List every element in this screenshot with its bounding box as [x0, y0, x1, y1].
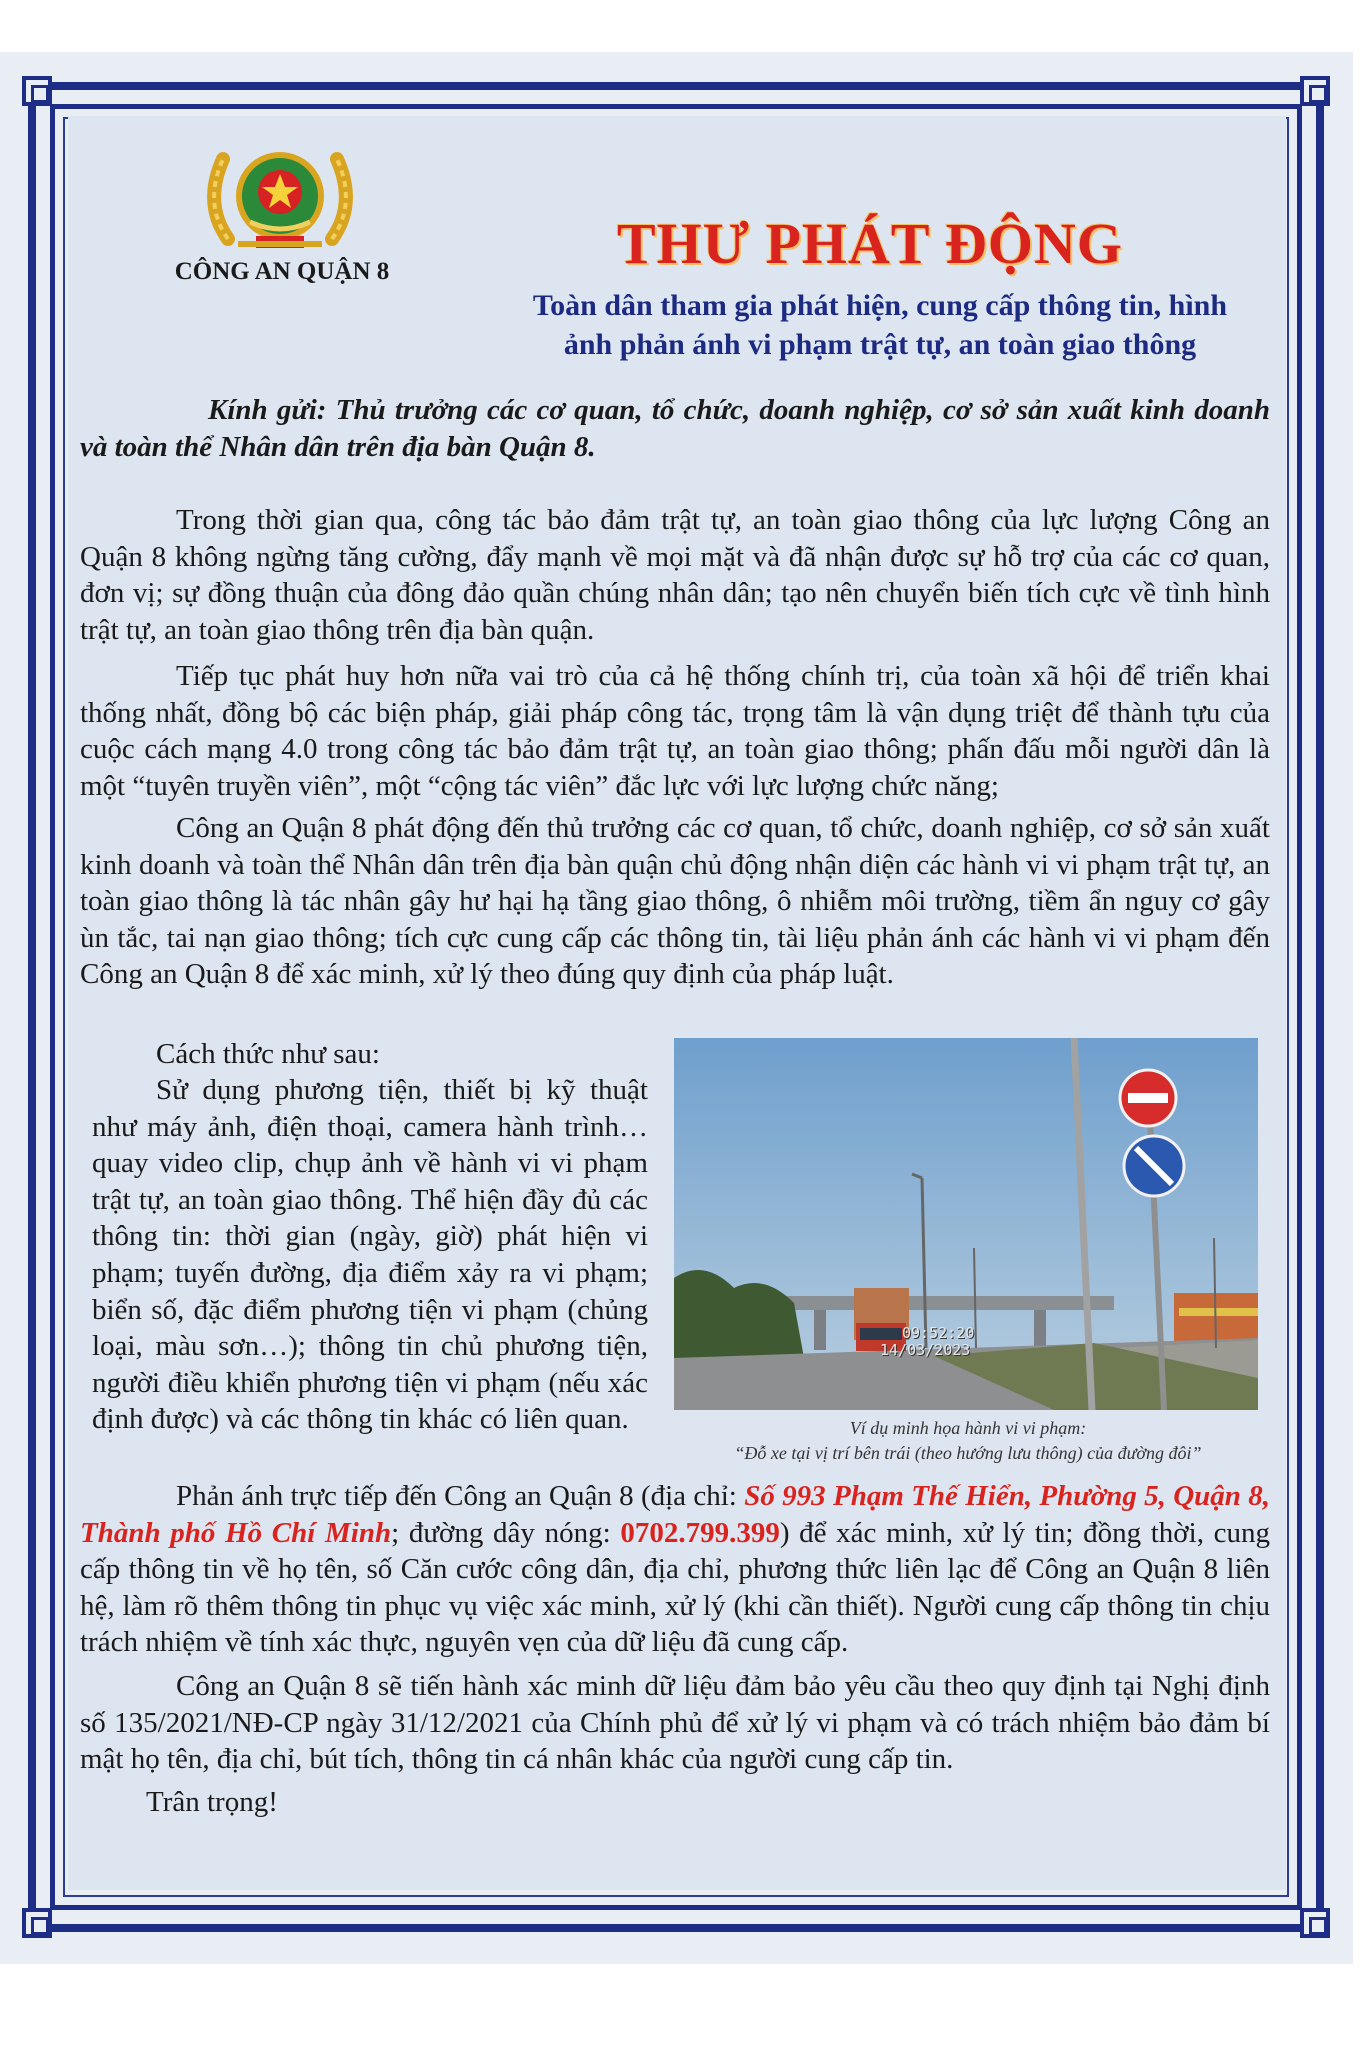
caption-line: “Đỗ xe tại vị trí bên trái (theo hướng lưu thông) của đường đôi”: [734, 1443, 1202, 1463]
border-corner: [1300, 1908, 1330, 1938]
police-emblem-icon: [198, 144, 362, 254]
hotline-number: 0702.799.399: [620, 1516, 780, 1549]
agency-name: CÔNG AN QUẬN 8: [174, 258, 390, 285]
photo-caption: [650, 1416, 1286, 1466]
page-subtitle: [470, 286, 1290, 364]
paragraph: Trong thời gian qua, công tác bảo đảm trật tự, an toàn giao thông của lực lượng Công an Quận 8 không ngừng tăng cường, đẩy mạnh về mọi mặt và đã nhận được sự hỗ trợ của các cơ quan, đơn vị; sự đồng thuận của đông đảo quần chúng nhân dân; tạo nên chuyển biến tích cực về tình hình trật tự, an toàn giao thông trên địa bàn quận.: [80, 504, 1270, 646]
office-address: Số 993 Phạm Thế Hiển, Phường 5, Quận 8, Thành phố Hồ Chí Minh: [80, 1480, 1271, 1549]
paragraph-contact: Phản ánh trực tiếp đến Công an Quận 8 (địa chỉ: Số 993 Phạm Thế Hiển, Phường 5, Quận 8, Thành phố Hồ Chí Minh; đường dây nóng: 0702.799.399) để xác minh, xử lý tin; đồng thời, cung cấp thông tin về họ tên, số Căn cước công dân, địa chỉ, phương thức liên lạc để Công an Quận 8 liên hệ, làm rõ thêm thông tin phục vụ việc xác minh, xử lý (khi cần thiết). Người cung cấp thông tin chịu trách nhiệm về tính xác thực, nguyên vẹn của dữ liệu đã cung cấp.: [80, 1480, 1271, 1659]
border-corner: [22, 1908, 52, 1938]
caption-line: Ví dụ minh họa hành vi vi phạm:: [849, 1418, 1087, 1438]
photo-date: 14/03/2023: [880, 1341, 971, 1359]
method-heading: Cách thức như sau:: [156, 1038, 380, 1070]
subtitle-line: Toàn dân tham gia phát hiện, cung cấp thông tin, hình: [532, 289, 1228, 322]
subtitle-line: ảnh phản ánh vi phạm trật tự, an toàn giao thông: [563, 328, 1197, 361]
paragraph: Tiếp tục phát huy hơn nữa vai trò của cả hệ thống chính trị, của toàn xã hội để triển khai thống nhất, đồng bộ các biện pháp, giải pháp công tác, trọng tâm là vận dụng triệt để thành tựu của cuộc cách mạng 4.0 trong công tác bảo đảm trật tự, an toàn giao thông; phấn đấu mỗi người dân là một “tuyên truyền viên”, một “cộng tác viên” đắc lực với lực lượng chức năng;: [80, 660, 1270, 802]
photo-time: 09:52:20: [902, 1324, 975, 1342]
greeting: Kính gửi: Thủ trưởng các cơ quan, tổ chức, doanh nghiệp, cơ sở sản xuất kinh doanh và toàn thể Nhân dân trên địa bàn Quận 8.: [80, 394, 1270, 463]
paragraph: Công an Quận 8 phát động đến thủ trưởng các cơ quan, tổ chức, doanh nghiệp, cơ sở sản xuất kinh doanh và toàn thể Nhân dân trên địa bàn quận chủ động nhận diện các hành vi vi phạm trật tự, an toàn giao thông là tác nhân gây hư hại hạ tầng giao thông, ô nhiễm môi trường, tiềm ẩn nguy cơ gây ùn tắc, tai nạn giao thông; tích cực cung cấp các thông tin, tài liệu phản ánh các hành vi vi phạm đến Công an Quận 8 để xác minh, xử lý theo đúng quy định của pháp luật.: [80, 812, 1270, 991]
method-body: Sử dụng phương tiện, thiết bị kỹ thuật như máy ảnh, điện thoại, camera hành trình… quay video clip, chụp ảnh về hành vi vi phạm trật tự, an toàn giao thông. Thể hiện đầy đủ các thông tin: thời gian (ngày, giờ) phát hiện vi phạm; tuyến đường, địa điểm xảy ra vi phạm; biển số, đặc điểm phương tiện vi phạm (chủng loại, màu sơn…); thông tin chủ phương tiện, người điều khiển phương tiện vi phạm (nếu xác định được) và các thông tin khác có liên quan.: [92, 1074, 648, 1436]
page-title: THƯ PHÁT ĐỘNG: [616, 211, 1124, 276]
border-corner: [22, 76, 52, 106]
paragraph: Công an Quận 8 sẽ tiến hành xác minh dữ liệu đảm bảo yêu cầu theo quy định tại Nghị định số 135/2021/NĐ-CP ngày 31/12/2021 của Chính phủ để xử lý vi phạm và có trách nhiệm bảo đảm bí mật họ tên, địa chỉ, bút tích, thông tin cá nhân khác của người cung cấp tin.: [80, 1670, 1270, 1776]
closing-remark: Trân trọng!: [146, 1786, 278, 1818]
photo-timestamp: [880, 1325, 974, 1359]
border-corner: [1300, 76, 1330, 106]
